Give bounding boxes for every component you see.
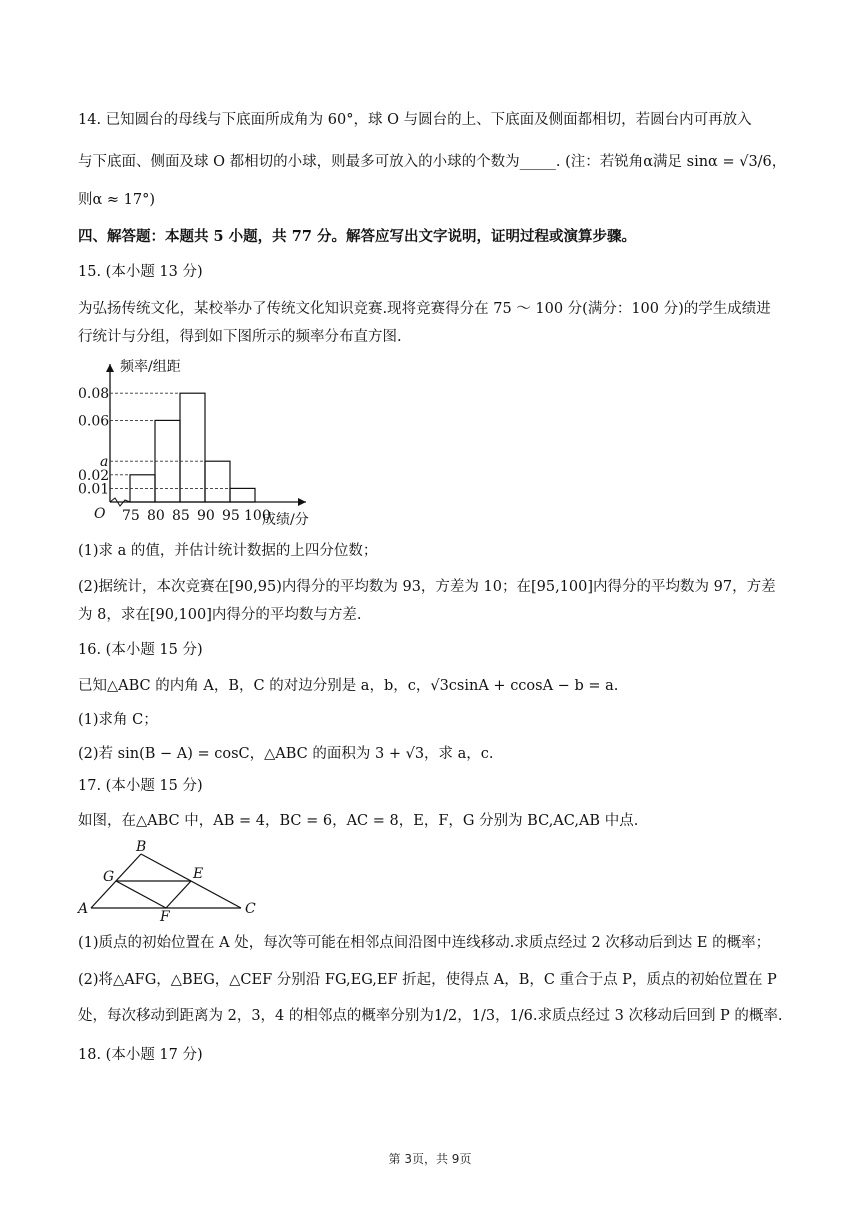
label-e: E xyxy=(193,866,204,882)
x-axis-arrow xyxy=(298,498,306,506)
label-b: B xyxy=(136,839,147,855)
edge-gf xyxy=(116,881,166,908)
y-tick-label: 0.08 xyxy=(78,386,110,403)
label-f: F xyxy=(160,909,170,922)
x-tick-label: 95 xyxy=(222,508,240,524)
x-tick-label: 85 xyxy=(172,508,190,524)
triangle-figure xyxy=(75,836,265,922)
q17-part-2-line-1: (2)将△AFG，△BEG，△CEF 分别沿 FG,EG,EF 折起，使得点 A，B，C 重合于点 P，质点的初始位置在 P xyxy=(78,972,777,988)
histogram-bar xyxy=(205,461,230,502)
x-tick-label: 100 xyxy=(244,508,271,524)
y-tick-label: 0.01 xyxy=(78,481,110,498)
q17-part-1: (1)质点的初始位置在 A 处，每次等可能在相邻点间沿图中连线移动.求质点经过 2 次移动后到达 E 的概率； xyxy=(78,935,771,951)
q15-part-2-line-1: (2)据统计，本次竞赛在[90,95)内得分的平均数为 93，方差为 10；在[95,100]内得分的平均数为 97，方差 xyxy=(78,579,776,595)
q14-line-1: 14. 已知圆台的母线与下底面所成角为 60°，球 O 与圆台的上、下底面及侧面都相切，若圆台内可再放入 xyxy=(78,112,752,128)
y-tick-label: a xyxy=(100,454,109,471)
x-tick-label: 90 xyxy=(197,508,215,524)
q15-line-2: 行统计与分组，得到如下图所示的频率分布直方图. xyxy=(78,329,402,345)
q14-line-2: 与下底面、侧面及球 O 都相切的小球，则最多可放入的小球的个数为_____. (注：若锐角α满足 sinα = √3/6， xyxy=(78,154,787,170)
page-footer: 第 3页，共 9页 xyxy=(388,1152,472,1166)
q16-header: 16. (本小题 15 分) xyxy=(78,642,203,658)
q18-header: 18. (本小题 17 分) xyxy=(78,1047,203,1063)
y-tick-label: 0.02 xyxy=(78,467,110,484)
q15-line-1: 为弘扬传统文化，某校举办了传统文化知识竞赛.现将竞赛得分在 75 ～ 100 分(满分：100 分)的学生成绩进 xyxy=(78,301,771,317)
q15-part-2-line-2: 为 8，求在[90,100]内得分的平均数与方差. xyxy=(78,607,362,623)
label-c: C xyxy=(245,901,256,917)
q17-line-1: 如图，在△ABC 中，AB = 4，BC = 6，AC = 8，E，F，G 分别为 BC,AC,AB 中点. xyxy=(78,813,639,829)
q17-header: 17. (本小题 15 分) xyxy=(78,778,203,794)
y-axis-label: 频率/组距 xyxy=(120,359,181,375)
q15-header: 15. (本小题 13 分) xyxy=(78,264,203,280)
x-tick-label: 75 xyxy=(122,508,140,524)
q16-part-1: (1)求角 C； xyxy=(78,712,158,728)
q14-line-3: 则α ≈ 17°) xyxy=(78,192,156,208)
x-axis-label: 成绩/分 xyxy=(262,512,309,528)
section-heading: 四、解答题：本题共 5 小题，共 77 分。解答应写出文字说明，证明过程或演算步骤。 xyxy=(78,228,636,245)
histogram-bar xyxy=(180,393,205,502)
q17-part-2-line-2: 处，每次移动到距离为 2，3，4 的相邻点的概率分别为1/2，1/3，1/6.求质点经过 3 次移动后回到 P 的概率. xyxy=(78,1008,783,1024)
q16-line-1: 已知△ABC 的内角 A，B，C 的对边分别是 a，b，c，√3csinA + ccosA − b = a. xyxy=(78,678,619,694)
y-tick-label: 0.06 xyxy=(78,413,110,430)
label-g: G xyxy=(103,869,115,885)
label-a: A xyxy=(78,901,89,917)
q15-part-1: (1)求 a 的值，并估计统计数据的上四分位数； xyxy=(78,543,378,559)
q16-part-2: (2)若 sin(B − A) = cosC，△ABC 的面积为 3 + √3，求 a，c. xyxy=(78,746,494,762)
y-axis-arrow xyxy=(106,364,114,372)
frequency-histogram xyxy=(78,352,338,532)
histogram-bar xyxy=(230,488,255,502)
edge-ef xyxy=(166,881,191,908)
x-tick-label: 80 xyxy=(147,508,165,524)
origin-label: O xyxy=(94,506,106,522)
